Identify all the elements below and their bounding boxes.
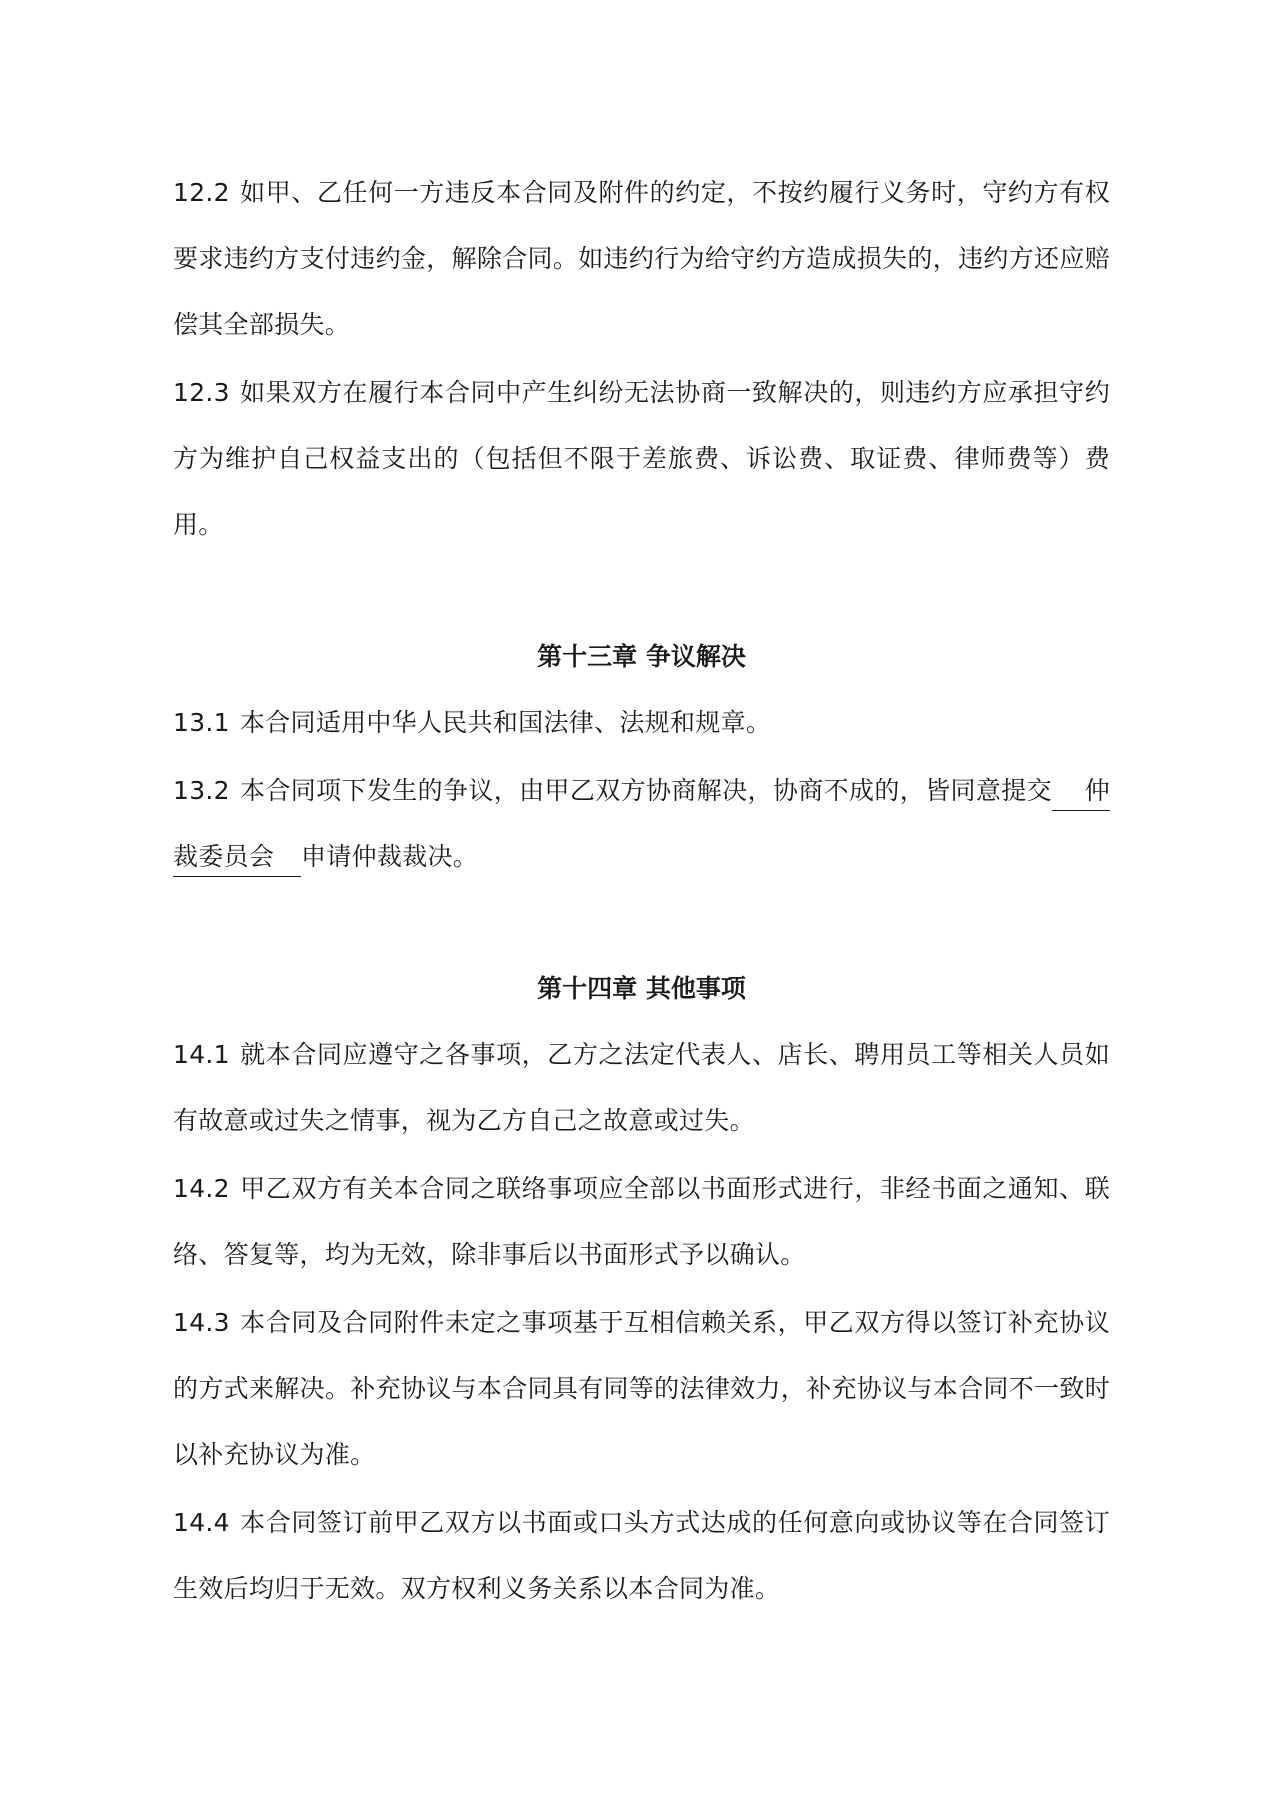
clause-text: 本合同项下发生的争议，由甲乙双方协商解决，协商不成的，皆同意提交 [239,776,1052,805]
section-spacer [173,890,1110,956]
clause-text: 本合同签订前甲乙双方以书面或口头方式达成的任何意向或协议等在合同签订生效后均归于无效。双方权利义务关系以本合同为准。 [173,1508,1110,1603]
clause-13-2 [173,758,1110,890]
clause-number: 14.3 [173,1308,230,1337]
fill-blank-arbitration-1: 仲 [1052,772,1110,811]
clause-number: 12.2 [173,178,230,207]
clause-number: 14.1 [173,1040,230,1069]
clause-14-2 [173,1156,1110,1288]
fill-blank-arbitration-2: 裁委员会 [173,838,301,877]
clause-12-2 [173,160,1110,358]
clause-text: 如果双方在履行本合同中产生纠纷无法协商一致解决的，则违约方应承担守约方为维护自己权益支出的（包括但不限于差旅费、诉讼费、取证费、律师费等）费用。 [173,378,1110,539]
clause-number: 13.1 [173,708,230,737]
clause-text: 如甲、乙任何一方违反本合同及附件的约定，不按约履行义务时，守约方有权要求违约方支付违约金，解除合同。如违约行为给守约方造成损失的，违约方还应赔偿其全部损失。 [173,178,1110,339]
clause-number: 14.2 [173,1174,230,1203]
document-body [173,160,1110,1622]
chapter-14-title: 第十四章 其他事项 [537,974,746,1003]
clause-12-3 [173,360,1110,558]
clause-14-1 [173,1022,1110,1154]
clause-14-4 [173,1490,1110,1622]
section-spacer [173,558,1110,624]
clause-text: 本合同及合同附件未定之事项基于互相信赖关系，甲乙双方得以签订补充协议的方式来解决。补充协议与本合同具有同等的法律效力，补充协议与本合同不一致时以补充协议为准。 [173,1308,1110,1469]
chapter-13-title: 第十三章 争议解决 [537,642,746,671]
clause-number: 14.4 [173,1508,230,1537]
clause-text: 本合同适用中华人民共和国法律、法规和规章。 [239,708,772,737]
clause-text-tail: 申请仲裁裁决。 [301,842,479,871]
clause-number: 12.3 [173,378,230,407]
clause-number: 13.2 [173,776,230,805]
clause-text: 甲乙双方有关本合同之联络事项应全部以书面形式进行，非经书面之通知、联络、答复等，均为无效，除非事后以书面形式予以确认。 [173,1174,1110,1269]
clause-text: 就本合同应遵守之各事项，乙方之法定代表人、店长、聘用员工等相关人员如有故意或过失之情事，视为乙方自己之故意或过失。 [173,1040,1110,1135]
clause-14-3 [173,1290,1110,1488]
clause-13-1 [173,690,1110,756]
